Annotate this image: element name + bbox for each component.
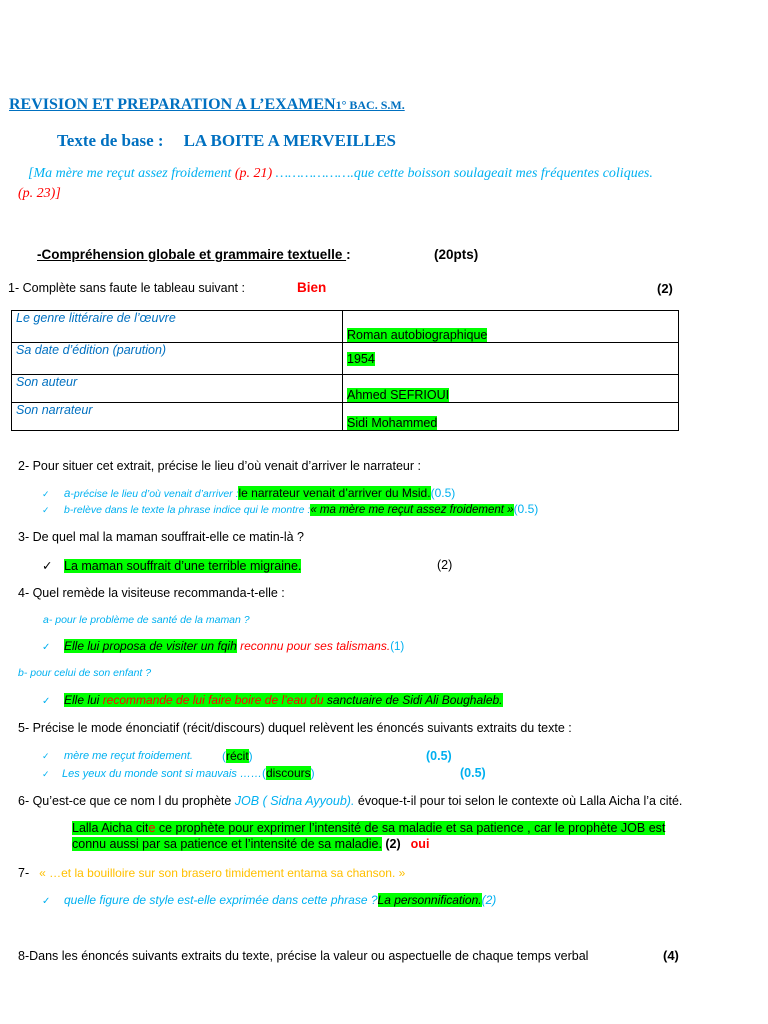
base-text-heading [57, 131, 396, 151]
q3-text: 3- De quel mal la maman souffrait-elle ce matin-là ? [18, 530, 305, 544]
q5-item2-answer: discours [265, 766, 311, 780]
title-text: REVISION ET PREPARATION A L’EXAMEN [9, 96, 336, 113]
base-title: LA BOITE A MERVEILLES [183, 131, 397, 150]
q5-item1-answer: récit [226, 749, 249, 763]
q7-points: (2) [481, 893, 497, 907]
table-row [12, 403, 679, 431]
q7-line [18, 866, 405, 880]
q4-b-answer-line [42, 693, 503, 707]
excerpt-page-2: (p. 23)] [18, 186, 61, 201]
checkmark-icon: ✓ [42, 751, 50, 761]
table-label: Son auteur [12, 375, 343, 403]
q6-text [18, 794, 682, 808]
q7-quote: « …et la bouilloire sur son brasero timidement entama sa chanson. » [39, 866, 406, 880]
q2-a-line [42, 486, 455, 500]
q7-answer-line [42, 893, 496, 907]
table-row [12, 311, 679, 343]
q1-grade: Bien [297, 280, 327, 295]
table-value-text: Ahmed SEFRIOUI [347, 388, 450, 402]
section-heading [37, 247, 351, 262]
checkmark-icon: ✓ [42, 896, 51, 907]
q2-a-answer: le narrateur venait d’arriver du Msid. [238, 486, 431, 500]
q4-b-answer-1: Elle lui [64, 693, 103, 707]
table-value [343, 311, 679, 343]
q4-text: 4- Quel remède la visiteuse recommanda-t-elle : [18, 586, 285, 600]
checkmark-icon: ✓ [42, 696, 51, 707]
table-row [12, 375, 679, 403]
q2-a-prefix: a [64, 488, 71, 500]
q6-answer-line-1 [72, 821, 665, 835]
document-title [9, 96, 405, 114]
q4-a-points: (1) [390, 641, 405, 653]
q7-question: quelle figure de style est-elle exprimée dans cette phrase ? [64, 893, 378, 907]
excerpt-page-1: (p. 21) [234, 166, 273, 181]
q4-a-question: a- pour le problème de santé de la maman ? [43, 614, 250, 626]
q4-b-question: b- pour celui de son enfant ? [18, 667, 152, 679]
q5-item-1-points: (0.5) [426, 749, 452, 763]
q4-a-extra: reconnu pour ses talismans. [236, 639, 391, 653]
q5-item2-text: Les yeux du monde sont si mauvais …… [62, 768, 262, 780]
q2-b-points: (0.5) [513, 502, 539, 516]
table-label: Sa date d’édition (parution) [12, 343, 343, 375]
q4-a-answer: Elle lui proposa de visiter un fqih [64, 639, 237, 653]
q7-number: 7- [18, 866, 30, 880]
q1-points: (2) [657, 281, 673, 296]
q2-text: 2- Pour situer cet extrait, précise le lieu d’où venait d’arriver le narrateur : [18, 459, 421, 473]
q5-item-1-answer [222, 749, 253, 763]
table-value [343, 403, 679, 431]
excerpt-line-1 [28, 166, 653, 182]
q5-item2-open: ( [261, 766, 266, 780]
q2-a-points: (0.5) [430, 486, 456, 500]
checkmark-icon: ✓ [42, 769, 50, 779]
q5-item-2 [42, 766, 315, 780]
table-value [343, 375, 679, 403]
q7-answer: La personnification. [377, 893, 482, 907]
q3-answer: La maman souffrait d’une terrible migraine. [64, 559, 302, 573]
q8-points: (4) [663, 948, 679, 963]
q2-a-question: -précise le lieu d’où venait d’arriver : [70, 488, 239, 500]
checkmark-icon: ✓ [42, 559, 53, 573]
q5-item-1 [42, 750, 193, 762]
q6-answer-2: connu aussi par sa patience et l’intensité de sa maladie. [72, 837, 382, 851]
q6-answer-line-2 [72, 837, 429, 851]
checkmark-icon: ✓ [42, 642, 51, 653]
q3-points: (2) [437, 558, 453, 572]
section-title: -Compréhension globale et grammaire textuelle [37, 247, 347, 262]
excerpt-end: ……………….que cette boisson soulageait mes fréquentes coliques. [272, 166, 653, 181]
table-label: Le genre littéraire de l’œuvre [12, 311, 343, 343]
section-points: (20pts) [434, 247, 479, 262]
q1-text: 1- Complète sans faute le tableau suivant : [8, 281, 245, 295]
q6-text-end: évoque-t-il pour toi selon le contexte où Lalla Aicha l’a cité. [354, 794, 683, 808]
q6-answer-1a: Lalla Aicha cit [72, 821, 149, 835]
q8-text: 8-Dans les énoncés suivants extraits du texte, précise la valeur ou aspectuelle de chaque temps verbal [18, 949, 589, 963]
q6-points: (2) [381, 837, 401, 851]
table-value-text: Sidi Mohammed [347, 416, 438, 430]
table-label: Son narrateur [12, 403, 343, 431]
level-text: 1° BAC. S.M. [335, 98, 405, 112]
table-value-text: Roman autobiographique [347, 328, 488, 342]
q2-b-answer: « ma mère me reçut assez froidement » [310, 504, 514, 516]
table-value-text: 1954 [347, 351, 375, 366]
section-colon: : [346, 247, 351, 262]
q6-answer-1b: e [148, 821, 156, 835]
q4-b-answer-2: recommande de lui faire boire de l’eau du [102, 693, 327, 707]
q6-answer-1c: ce prophète pour exprimer l’intensité de sa maladie et sa patience , car le prophète JOB est [155, 821, 666, 835]
excerpt-start: [Ma mère me reçut assez froidement [28, 166, 235, 181]
info-table [11, 310, 679, 431]
q3-answer-line [42, 558, 301, 573]
q2-b-line [42, 502, 538, 516]
base-label: Texte de base : [57, 131, 164, 150]
checkmark-icon: ✓ [42, 489, 50, 499]
q5-text: 5- Précise le mode énonciatif (récit/discours) duquel relèvent les énoncés suivants extraits du texte : [18, 721, 572, 735]
table-value [343, 343, 679, 375]
q6-grade: oui [410, 837, 430, 851]
q4-b-answer-3: sanctuaire de Sidi Ali Boughaleb. [326, 693, 503, 707]
checkmark-icon: ✓ [42, 505, 50, 515]
q5-item-2-points: (0.5) [460, 766, 486, 780]
q2-b-question: b-relève dans le texte la phrase indice qui le montre : [64, 504, 311, 516]
q5-item1-open: ( [222, 749, 226, 763]
q4-a-answer-line [42, 639, 404, 653]
q5-item1-close: ) [248, 749, 253, 763]
q5-item2-close: ) [310, 766, 315, 780]
q6-job: JOB ( Sidna Ayyoub). [234, 794, 355, 808]
q6-text-start: 6- Qu’est-ce que ce nom l du prophète [18, 794, 235, 808]
q5-item1-text: mère me reçut froidement. [64, 750, 193, 762]
table-row [12, 343, 679, 375]
